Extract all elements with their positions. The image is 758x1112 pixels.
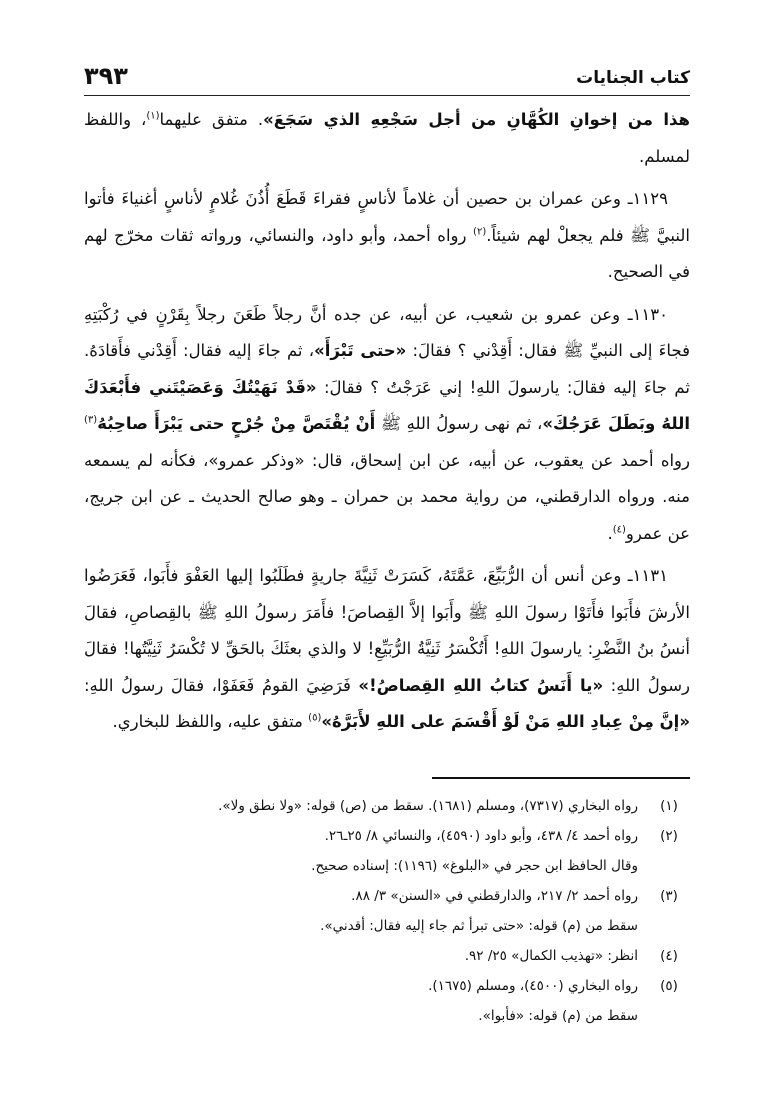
text-run: ، واللفظ لمسلم. xyxy=(84,110,690,166)
text-run: ١١٢٩ـ وعن عمران بن حصين أن غلاماً لأناسٍ فقراءَ قَطَعَ أُذُنَ غُلامٍ لأناسٍ أغنياءَ فأتوا النبيَّ ﷺ فلم يجعلْ لهم شيئاً. xyxy=(84,189,690,245)
footnote-2 xyxy=(84,821,690,881)
footnote-ref[interactable]: (٢) xyxy=(473,226,487,237)
text-run: ١١٣٠ـ وعن عمرو بن شعيب، عن أبيه، عن جده أنَّ رجلاً طَعَنَ رجلاً بِقَرْنٍ في رُكْبَتِهِ فجاءَ إلى النبيِّ ﷺ فقال: xyxy=(84,304,690,360)
footnote-ref[interactable]: (٣) xyxy=(84,414,98,426)
footnote-separator xyxy=(432,777,690,779)
footnote-line: رواه البخاري (٤٥٠٠)، ومسلم (١٦٧٥). xyxy=(428,978,638,994)
text-run: ١١٣١ـ وعن أنس أن الرُّبَيِّعَ، عَمَّتَهُ، كَسَرَتْ ثَنِيَّةَ جاريةٍ فطَلَبُوا إليها العَفْوَ فأَبَوا، فَعَرَضُوا الأرشَ فأَبَوا فأَتَوْا رسولَ اللهِ ﷺ وأَبَوا إلاَّ القِصاصَ! فأَمَرَ رسولُ اللهِ ﷺ بالقِصاصِ، فقالَ أنسُ بنُ النَّضْرِ: يارسولَ اللهِ! أَتُكْسَرُ ثَنِيَّةُ الرُّبَيِّعِ! لا والذي بعثَكَ بالحَقِّ لا تُكْسَرُ ثَنِيَّتُها! فقالَ رسولُ اللهِ: xyxy=(84,566,690,695)
footnote-1 xyxy=(84,791,690,821)
page-number: ٣٩٣ xyxy=(84,62,128,90)
footnotes xyxy=(84,791,690,1031)
hadith-quote: هذا من إخوانِ الكُهَّانِ من أجل سَجْعِهِ الذي سَجَعَ» xyxy=(263,110,690,129)
footnote-line: رواه البخاري (٧٣١٧)، ومسلم (١٦٨١). سقط من (ص) قوله: «ولا نطق ولا». xyxy=(218,798,638,814)
footnote-ref[interactable]: (٤) xyxy=(612,524,626,535)
text-run: ، ثم جاءَ إليه فقال: أَقِدْني فأَقادَهُ. ثم جاءَ إليه فقالَ: يارسولَ اللهِ! إني عَرَجْتُ ؟ فقالَ: xyxy=(84,341,690,397)
hadith-quote: «يا أَنَسُ كتابُ اللهِ القِصاصُ!» xyxy=(358,675,604,695)
footnote-4 xyxy=(84,941,690,971)
footnote-number: (٤) xyxy=(660,948,678,964)
main-text xyxy=(84,102,690,741)
footnote-line: سقط من (م) قوله: «حتى تبرأ ثم جاء إليه فقال: أقدني». xyxy=(320,918,638,934)
text-run: فَرَضِيَ القومُ فَعَفَوْا، فقالَ رسولُ اللهِ: xyxy=(84,675,359,695)
header-rule xyxy=(84,95,690,96)
footnote-number: (١) xyxy=(660,798,678,814)
footnote-line: وقال الحافظ ابن حجر في «البلوغ» (١١٩٦): إسناده صحيح. xyxy=(311,858,638,874)
footnote-ref[interactable]: (٥) xyxy=(308,712,322,724)
hadith-1131 xyxy=(84,558,690,741)
footnote-number: (٥) xyxy=(660,978,678,994)
footnote-line: انظر: «تهذيب الكمال» ٢٥/ ٩٢. xyxy=(464,948,638,964)
hadith-quote: أَنْ يُقْتَصَّ مِنْ جُرْحٍ حتى يَبْرَأَ صاحِبُهُ xyxy=(97,414,376,433)
footnote-line: رواه أحمد ٤/ ٤٣٨، وأبو داود (٤٥٩٠)، والنسائي ٨/ ٢٥ـ٢٦. xyxy=(324,828,638,844)
text-run: . xyxy=(607,523,613,543)
footnote-3 xyxy=(84,881,690,941)
footnote-line: رواه أحمد ٢/ ٢١٧، والدارقطني في «السنن» ٣/ ٨٨. xyxy=(351,888,638,904)
text-run: متفق عليه، واللفظ للبخاري. xyxy=(112,712,309,731)
paragraph-0 xyxy=(84,102,690,175)
hadith-quote: «إنَّ مِنْ عِبادِ اللهِ مَنْ لَوْ أَقْسَمَ على اللهِ لأَبَرَّهُ» xyxy=(321,712,690,731)
text-run: . متفق عليهما xyxy=(159,110,264,129)
text-run: ؟ فقالَ: xyxy=(406,341,473,360)
footnote-line: سقط من (م) قوله: «فأبوا». xyxy=(478,1008,638,1024)
page-header xyxy=(84,58,690,92)
hadith-1130 xyxy=(84,297,690,553)
hadith-quote: «حتى تَبْرَأَ» xyxy=(314,341,407,360)
footnote-number: (٣) xyxy=(660,888,678,904)
text-run: رواه أحمد عن يعقوب، عن أبيه، عن ابن إسحاق، قال: «وذكر عمرو»، فكأنه لم يسمعه منه. ورواه الدارقطني، من رواية محمد بن حمران ـ وهو صالح الحديث ـ عن ابن جريج، عن عمرو xyxy=(84,450,690,543)
hadith-quote: «قَدْ نَهَيْتُكَ وَعَصَيْتَني فأَبْعَدَكَ اللهُ وبَطَلَ عَرَجُكَ» xyxy=(84,377,690,433)
text-run: رواه أحمد، وأبو داود، والنسائي، ورواته ثقات مخرّج لهم في الصحيح. xyxy=(84,225,690,281)
text-run: ، ثم نهى رسولُ اللهِ ﷺ xyxy=(375,414,543,433)
footnote-5 xyxy=(84,971,690,1031)
footnote-ref[interactable]: (١) xyxy=(146,110,160,122)
running-title: كتاب الجنايات xyxy=(576,68,690,88)
text-run: أَقِدْني xyxy=(472,341,513,360)
footnote-number: (٢) xyxy=(660,828,678,844)
hadith-1129 xyxy=(84,181,690,291)
